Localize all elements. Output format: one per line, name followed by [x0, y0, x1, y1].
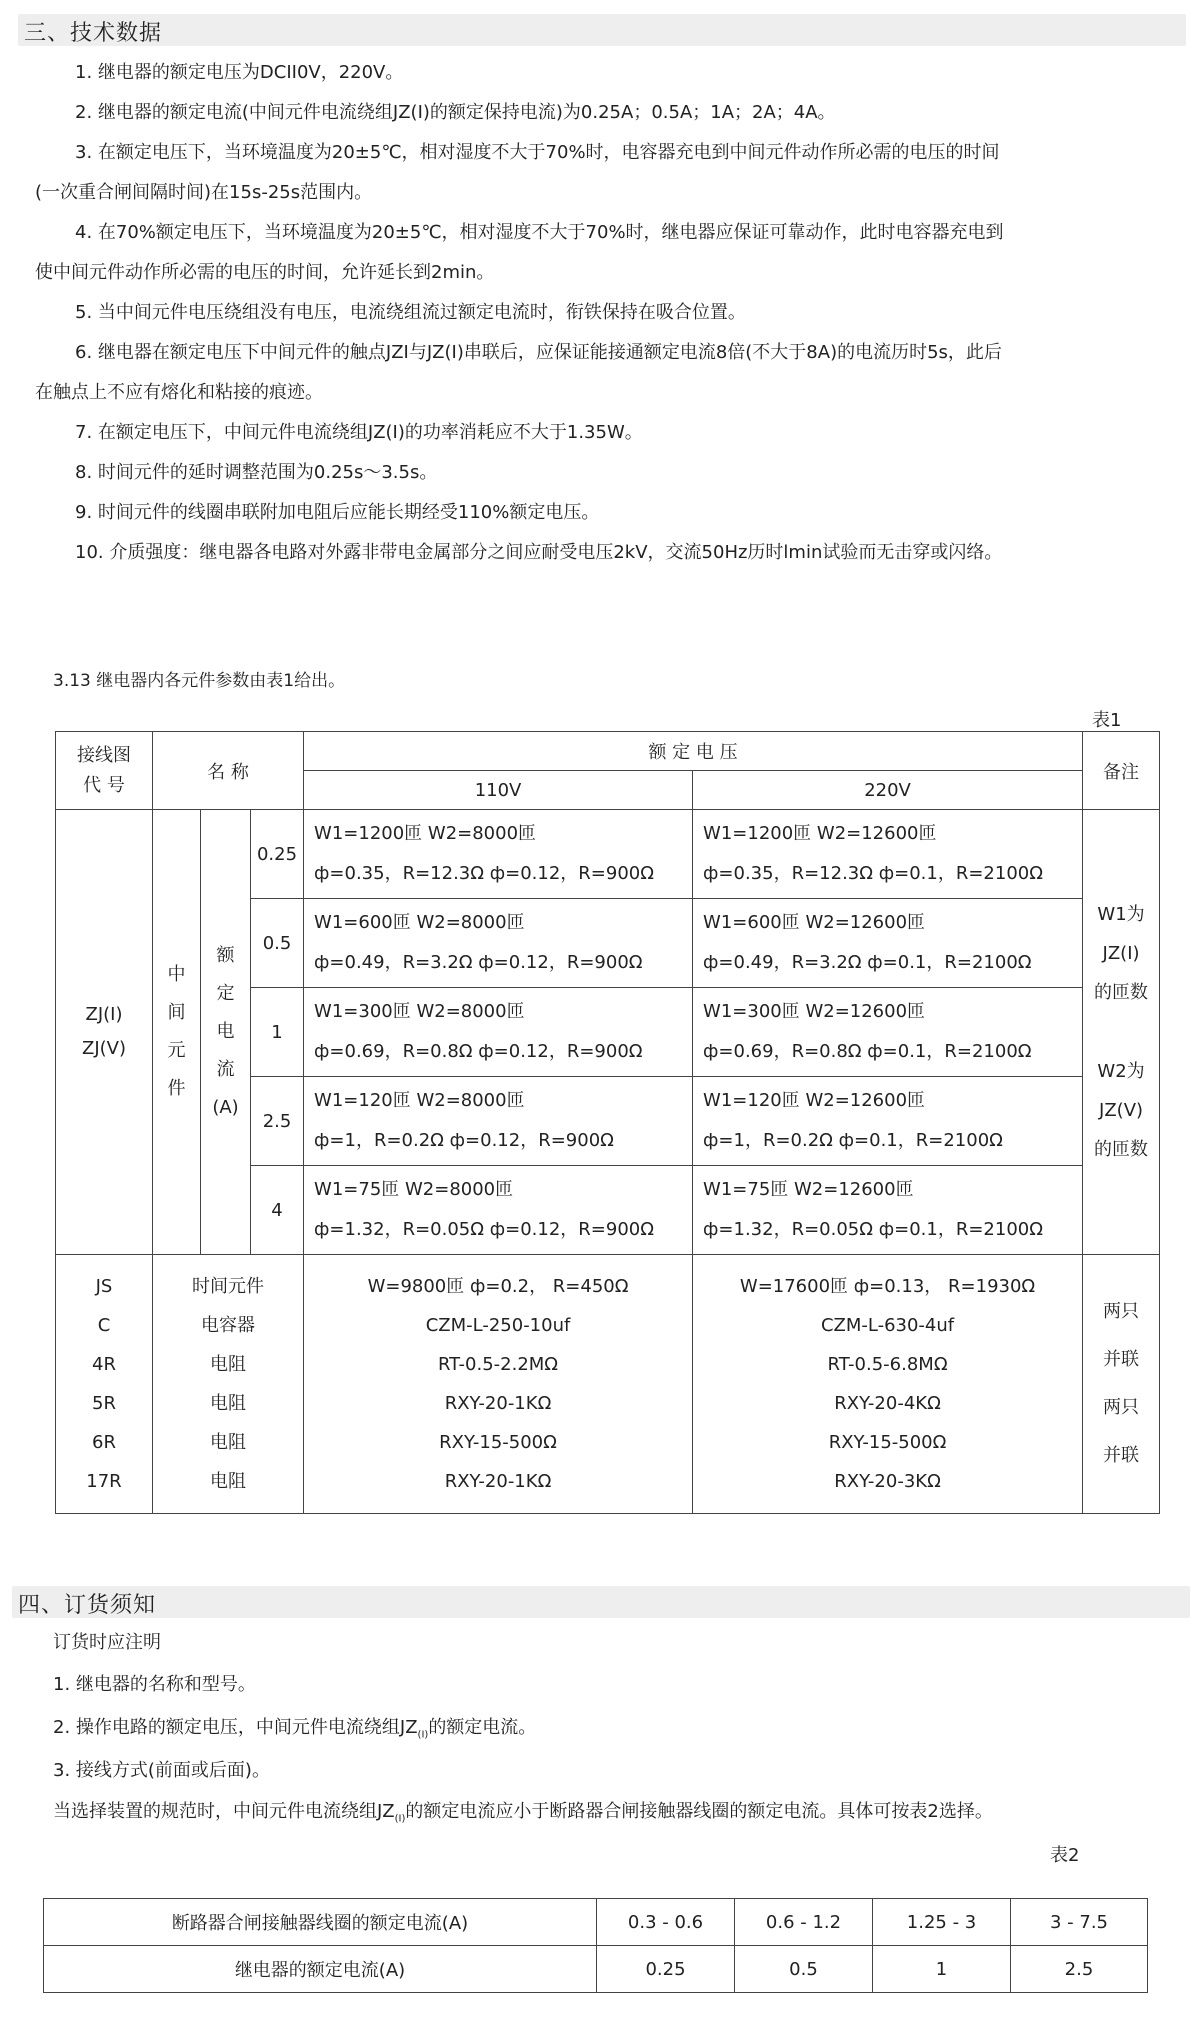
parameter-table: [55, 731, 1160, 1514]
tech-item-4-cont: 使中间元件动作所必需的电压的时间，允许延长到2min。: [35, 262, 495, 283]
current-selection-table: [43, 1898, 1148, 1993]
table2-caption: 表2: [1050, 1845, 1080, 1866]
value-110v: W1=300匝 W2=8000匝 ф=0.69，R=0.8Ω ф=0.12，R=900Ω: [304, 988, 693, 1077]
tech-item-6: 6. 继电器在额定电压下中间元件的触点JZI与JZ(I)串联后，应保证能接通额定电流8倍(不大于8A)的电流历时5s，此后: [75, 342, 1002, 363]
order-intro: 订货时应注明: [53, 1632, 161, 1653]
order-note: 当选择装置的规范时，中间元件电流绕组$JZ_{(I)}$的额定电流应小于断路器合闸接触器线圈的额定电流。具体可按表2选择。: [53, 1801, 993, 1825]
header-wiring-code: 接线图 代 号: [56, 732, 153, 810]
value-220v: W1=300匝 W2=12600匝 ф=0.69，R=0.8Ω ф=0.1，R=2100Ω: [693, 988, 1083, 1077]
section-header-tech-data: [18, 14, 1186, 46]
tech-item-6-cont: 在触点上不应有熔化和粘接的痕迹。: [35, 382, 323, 403]
value-110v: W1=600匝 W2=8000匝 ф=0.49，R=3.2Ω ф=0.12，R=900Ω: [304, 899, 693, 988]
order-item-2: 2. 操作电路的额定电压，中间元件电流绕组$JZ_{(I)}$的额定电流。: [53, 1717, 537, 1741]
tech-item-2: 2. 继电器的额定电流(中间元件电流绕组JZ(I)的额定保持电流)为0.25A；0.5A；1A；2A；4A。: [75, 102, 836, 123]
bottom-220v: W=17600匝 ф=0.13， R=1930Ω CZM-L-630-4uf RT-0.5-6.8MΩ RXY-20-4KΩ RXY-15-500Ω RXY-20-3KΩ: [693, 1255, 1083, 1514]
row-label: 继电器的额定电流(A): [44, 1946, 597, 1993]
breaker-current: 1.25 - 3: [873, 1899, 1011, 1946]
value-110v: W1=1200匝 W2=8000匝 ф=0.35，R=12.3Ω ф=0.12，R=900Ω: [304, 810, 693, 899]
relay-current: 2.5: [1011, 1946, 1148, 1993]
tech-item-4: 4. 在70%额定电压下，当环境温度为20±5℃，相对湿度不大于70%时，继电器应保证可靠动作，此时电容器充电到: [75, 222, 1004, 243]
mid-element-label: 中 间 元 件: [153, 810, 201, 1255]
header-110v: 110V: [304, 771, 693, 810]
tech-item-3: 3. 在额定电压下，当环境温度为20±5℃，相对湿度不大于70%时，电容器充电到中间元件动作所必需的电压的时间: [75, 142, 1000, 163]
tech-item-7: 7. 在额定电压下，中间元件电流绕组JZ(I)的功率消耗应不大于1.35W。: [75, 422, 643, 443]
bottom-note: 两只 并联 两只 并联: [1083, 1255, 1160, 1514]
code-zj: ZJ(I) ZJ(V): [56, 810, 153, 1255]
tech-item-5: 5. 当中间元件电压绕组没有电压，电流绕组流过额定电流时，衔铁保持在吸合位置。: [75, 302, 746, 323]
order-item-1: 1. 继电器的名称和型号。: [53, 1674, 256, 1695]
order-item-3: 3. 接线方式(前面或后面)。: [53, 1760, 270, 1781]
section-title: 三、技术数据: [24, 21, 163, 46]
bottom-codes: JS C 4R 5R 6R 17R: [56, 1255, 153, 1514]
current-value: 4: [251, 1166, 304, 1255]
header-220v: 220V: [693, 771, 1083, 810]
current-value: 2.5: [251, 1077, 304, 1166]
tech-item-9: 9. 时间元件的线圈串联附加电阻后应能长期经受110%额定电压。: [75, 502, 600, 523]
current-value: 1: [251, 988, 304, 1077]
tech-item-1: 1. 继电器的额定电压为DCII0V，220V。: [75, 62, 404, 83]
rated-current-label: 额 定 电 流 (A): [201, 810, 251, 1255]
current-value: 0.25: [251, 810, 304, 899]
section-title: 四、订货须知: [18, 1593, 157, 1618]
tech-item-3-cont: (一次重合闸间隔时间)在15s-25s范围内。: [35, 182, 373, 203]
relay-current: 0.25: [597, 1946, 735, 1993]
value-110v: W1=75匝 W2=8000匝 ф=1.32，R=0.05Ω ф=0.12，R=900Ω: [304, 1166, 693, 1255]
row-label: 断路器合闸接触器线圈的额定电流(A): [44, 1899, 597, 1946]
header-note: 备注: [1083, 732, 1160, 810]
note-windings: W1为 JZ(I) 的匝数 W2为 JZ(V) 的匝数: [1083, 810, 1160, 1255]
value-220v: W1=1200匝 W2=12600匝 ф=0.35，R=12.3Ω ф=0.1，R=2100Ω: [693, 810, 1083, 899]
tech-item-8: 8. 时间元件的延时调整范围为0.25s～3.5s。: [75, 462, 438, 483]
relay-current: 1: [873, 1946, 1011, 1993]
current-value: 0.5: [251, 899, 304, 988]
value-220v: W1=120匝 W2=12600匝 ф=1，R=0.2Ω ф=0.1，R=2100Ω: [693, 1077, 1083, 1166]
value-220v: W1=600匝 W2=12600匝 ф=0.49，R=3.2Ω ф=0.1，R=2100Ω: [693, 899, 1083, 988]
value-110v: W1=120匝 W2=8000匝 ф=1，R=0.2Ω ф=0.12，R=900Ω: [304, 1077, 693, 1166]
table1-intro: 3.13 继电器内各元件参数由表1给出。: [53, 671, 346, 691]
relay-current: 0.5: [735, 1946, 873, 1993]
bottom-110v: W=9800匝 ф=0.2， R=450Ω CZM-L-250-10uf RT-0.5-2.2MΩ RXY-20-1KΩ RXY-15-500Ω RXY-20-1KΩ: [304, 1255, 693, 1514]
section-header-order: [12, 1586, 1190, 1618]
tech-item-10: 10. 介质强度：继电器各电路对外露非带电金属部分之间应耐受电压2kV，交流50Hz历时lmin试验而无击穿或闪络。: [75, 542, 1003, 563]
breaker-current: 0.3 - 0.6: [597, 1899, 735, 1946]
breaker-current: 0.6 - 1.2: [735, 1899, 873, 1946]
bottom-names: 时间元件 电容器 电阻 电阻 电阻 电阻: [153, 1255, 304, 1514]
header-name: 名 称: [153, 732, 304, 810]
breaker-current: 3 - 7.5: [1011, 1899, 1148, 1946]
value-220v: W1=75匝 W2=12600匝 ф=1.32，R=0.05Ω ф=0.1，R=2100Ω: [693, 1166, 1083, 1255]
table1-caption: 表1: [1092, 710, 1122, 731]
header-rated-voltage: 额 定 电 压: [304, 732, 1083, 771]
